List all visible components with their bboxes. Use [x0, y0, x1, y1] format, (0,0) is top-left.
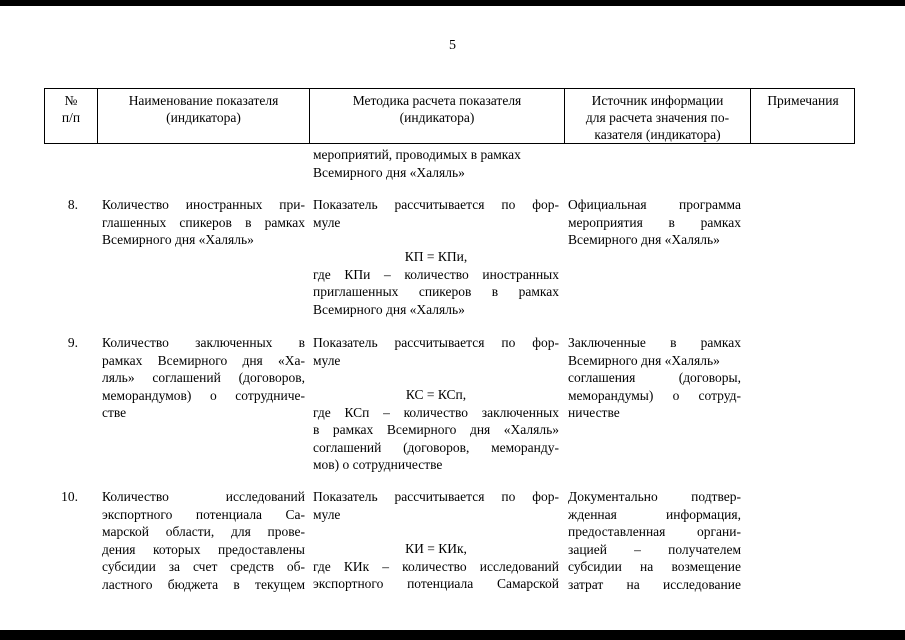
- text-line: Показатель рассчитывается по фор-: [313, 489, 559, 504]
- text-line: Официальная программа: [568, 197, 741, 212]
- header-line: (индикатора): [399, 110, 475, 125]
- text-line: Количество исследований: [102, 489, 305, 504]
- header-line: (индикатора): [166, 110, 241, 125]
- text-line: Документально подтвер-: [568, 489, 741, 504]
- header-name: [98, 92, 309, 126]
- text-line: Количество заключенных в: [102, 335, 305, 350]
- text-line: ляль» соглашений (договоров,: [102, 370, 305, 385]
- header-notes: [751, 92, 855, 109]
- header-line: казателя (индикатора): [594, 127, 721, 142]
- indicator-name: [102, 488, 305, 593]
- text-line: муле: [313, 506, 341, 522]
- text-line: где КСп – количество заключенных: [313, 404, 559, 420]
- text-line: Количество иностранных при-: [102, 197, 305, 212]
- text-line: Всемирного дня «Халяль»: [313, 164, 465, 180]
- indicator-name: [102, 334, 305, 422]
- text-line: ластного бюджета в текущем: [102, 576, 305, 592]
- table-header: [44, 88, 855, 144]
- text-line: соглашений (договоров, меморанду-: [313, 439, 559, 455]
- text-line: экспортного потенциала Самарской: [313, 576, 559, 591]
- text-line: мероприятия в рамках: [568, 214, 741, 230]
- text-line: Показатель рассчитывается по фор-: [313, 197, 559, 212]
- text-line: соглашения (договоры,: [568, 370, 741, 385]
- calculation-method: [313, 488, 559, 593]
- text-line: в рамках Всемирного дня «Халяль»: [313, 422, 559, 437]
- text-line: муле: [313, 352, 341, 368]
- header-source: [565, 92, 750, 143]
- continuation-text: [313, 146, 559, 181]
- calculation-method: [313, 334, 559, 474]
- text-line: субсидии на возмещение: [568, 559, 741, 574]
- header-line: п/п: [61, 110, 81, 125]
- text-line: мов) о сотрудничестве: [313, 457, 443, 472]
- information-source: [568, 196, 741, 249]
- header-line: Методика расчета показателя: [352, 93, 522, 108]
- header-line: №: [64, 93, 78, 108]
- formula: КС = КСп,: [405, 387, 467, 402]
- top-border-bar: [0, 0, 905, 6]
- text-line: муле: [313, 214, 341, 230]
- text-line: где КПи – количество иностранных: [313, 266, 559, 282]
- text-line: зацией – получателем: [568, 541, 741, 557]
- formula: КИ = КИк,: [405, 541, 467, 556]
- indicator-name: [102, 196, 305, 249]
- text-line: приглашенных спикеров в рамках: [313, 284, 559, 299]
- text-line: глашенных спикеров в рамках: [102, 214, 305, 230]
- header-line: Наименование показателя: [128, 93, 279, 108]
- header-line: Примечания: [767, 93, 839, 108]
- text-line: Показатель рассчитывается по фор-: [313, 335, 559, 350]
- header-method: [310, 92, 564, 126]
- text-line: меморандумов) о сотрудниче-: [102, 387, 305, 403]
- text-line: жденная информация,: [568, 506, 741, 522]
- information-source: [568, 334, 741, 422]
- bottom-border-bar: [0, 630, 905, 640]
- text-line: Всемирного дня «Халяль»: [102, 232, 254, 247]
- formula: КП = КПи,: [404, 249, 468, 264]
- text-line: экспортного потенциала Са-: [102, 506, 305, 522]
- text-line: Всемирного дня «Халяль»: [568, 352, 720, 368]
- calculation-method: [313, 196, 559, 318]
- text-line: затрат на исследование: [568, 576, 741, 592]
- text-line: Всемирного дня «Халяль»: [313, 301, 465, 317]
- row-number: 9.: [67, 335, 78, 350]
- text-line: меморандумы) о сотруд-: [568, 387, 741, 403]
- information-source: [568, 488, 741, 593]
- header-line: для расчета значения по-: [585, 110, 730, 125]
- text-line: субсидии за счет средств об-: [102, 559, 305, 574]
- header-line: Источник информации: [591, 93, 724, 108]
- text-line: Заключенные в рамках: [568, 335, 741, 350]
- text-line: предоставленная органи-: [568, 524, 741, 539]
- row-number: 10.: [61, 489, 78, 504]
- text-line: стве: [102, 405, 127, 420]
- text-line: дения которых предоставлены: [102, 541, 305, 557]
- header-number: [45, 92, 97, 126]
- text-line: марской области, для прове-: [102, 524, 305, 539]
- page-number: 5: [449, 38, 456, 53]
- text-line: рамках Всемирного дня «Ха-: [102, 352, 305, 368]
- row-number: 8.: [67, 197, 78, 212]
- text-line: мероприятий, проводимых в рамках: [313, 147, 521, 162]
- text-line: ничестве: [568, 405, 620, 420]
- text-line: где КИк – количество исследований: [313, 558, 559, 574]
- text-line: Всемирного дня «Халяль»: [568, 232, 720, 247]
